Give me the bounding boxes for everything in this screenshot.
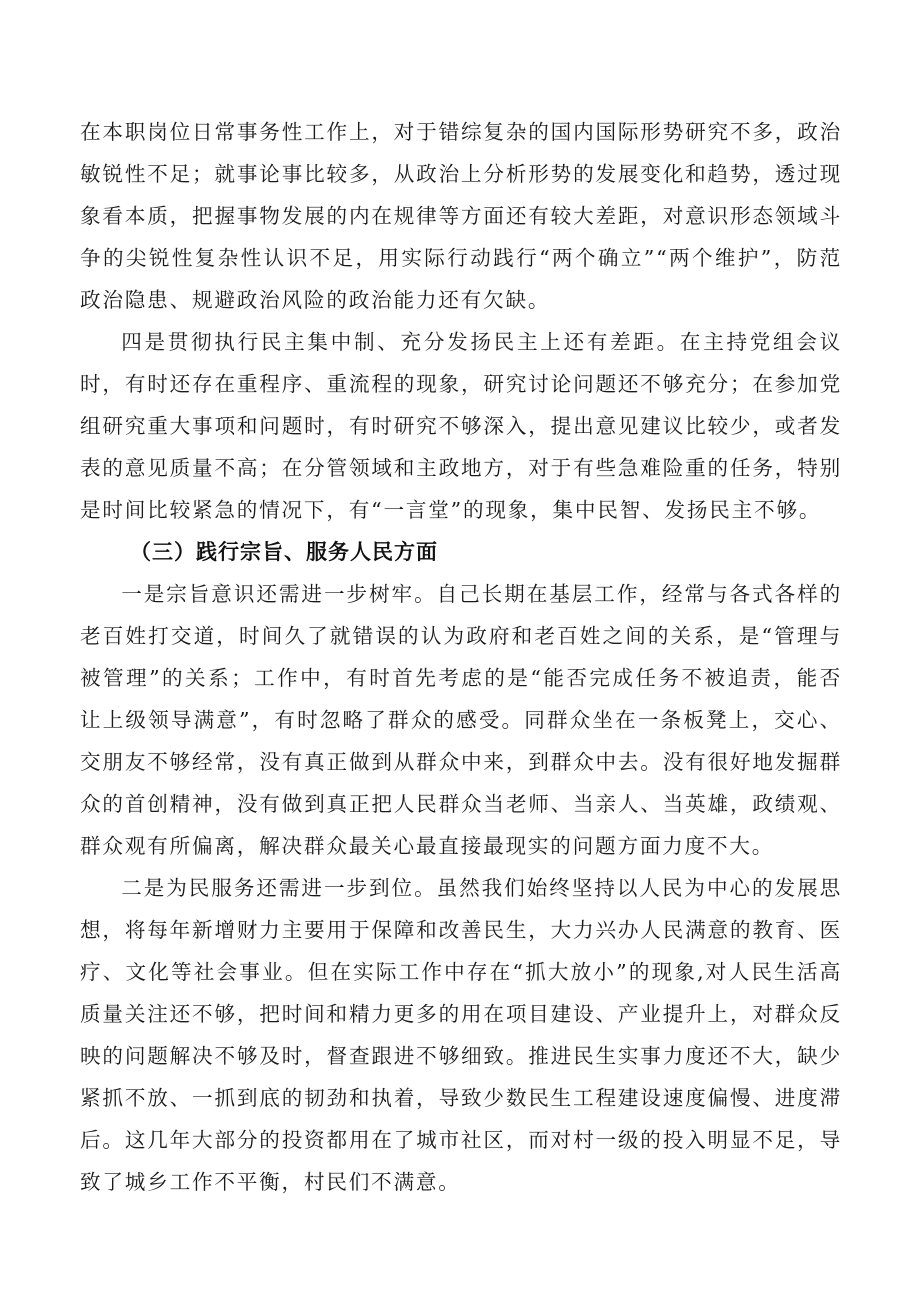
paragraph-democratic-centralism: 四是贯彻执行民主集中制、充分发扬民主上还有差距。在主持党组会议时，有时还存在重程序、重流程的现象，研究讨论问题还不够充分；在参加党组研究重大事项和问题时，有时研究不够深入，提出意见建议比较少，或者发表的意见质量不高；在分管领域和主政地方，对于有些急难险重的任务，特别是时间比较紧急的情况下，有“一言堂”的现象，集中民智、发扬民主不够。 xyxy=(80,330,842,522)
section-heading: （三）践行宗旨、服务人民方面 xyxy=(130,540,438,564)
paragraph-serving-people: 二是为民服务还需进一步到位。虽然我们始终坚持以人民为中心的发展思想，将每年新增财力主要用于保障和改善民生，大力兴办人民满意的教育、医疗、文化等社会事业。但在实际工作中存在“抓大放小”的现象,对人民生活高质量关注还不够，把时间和精力更多的用在项目建设、产业提升上，对群众反映的问题解决不够及时，督查跟进不够细致。推进民生实事力度还不大，缺少紧抓不放、一抓到底的韧劲和执着，导致少数民生工程建设速度偏慢、进度滞后。这几年大部分的投资都用在了城市社区，而对村一级的投入明显不足，导致了城乡工作不平衡，村民们不满意。 xyxy=(80,876,842,1194)
document-body xyxy=(80,111,842,1203)
paragraph-political-ability: 在本职岗位日常事务性工作上，对于错综复杂的国内国际形势研究不多，政治敏锐性不足；就事论事比较多，从政治上分析形势的发展变化和趋势，透过现象看本质，把握事物发展的内在规律等方面还有较大差距，对意识形态领域斗争的尖锐性复杂性认识不足，用实际行动践行“两个确立”“两个维护”，防范政治隐患、规避政治风险的政治能力还有欠缺。 xyxy=(80,120,842,312)
paragraph-purpose-awareness: 一是宗旨意识还需进一步树牢。自己长期在基层工作，经常与各式各样的老百姓打交道，时间久了就错误的认为政府和老百姓之间的关系，是“管理与被管理”的关系；工作中，有时首先考虑的是“能否完成任务不被追责，能否让上级领导满意”，有时忽略了群众的感受。同群众坐在一条板凳上，交心、交朋友不够经常，没有真正做到从群众中来，到群众中去。没有很好地发掘群众的首创精神，没有做到真正把人民群众当老师、当亲人、当英雄，政绩观、群众观有所偏离，解决群众最关心最直接最现实的问题方面力度不大。 xyxy=(80,582,842,858)
